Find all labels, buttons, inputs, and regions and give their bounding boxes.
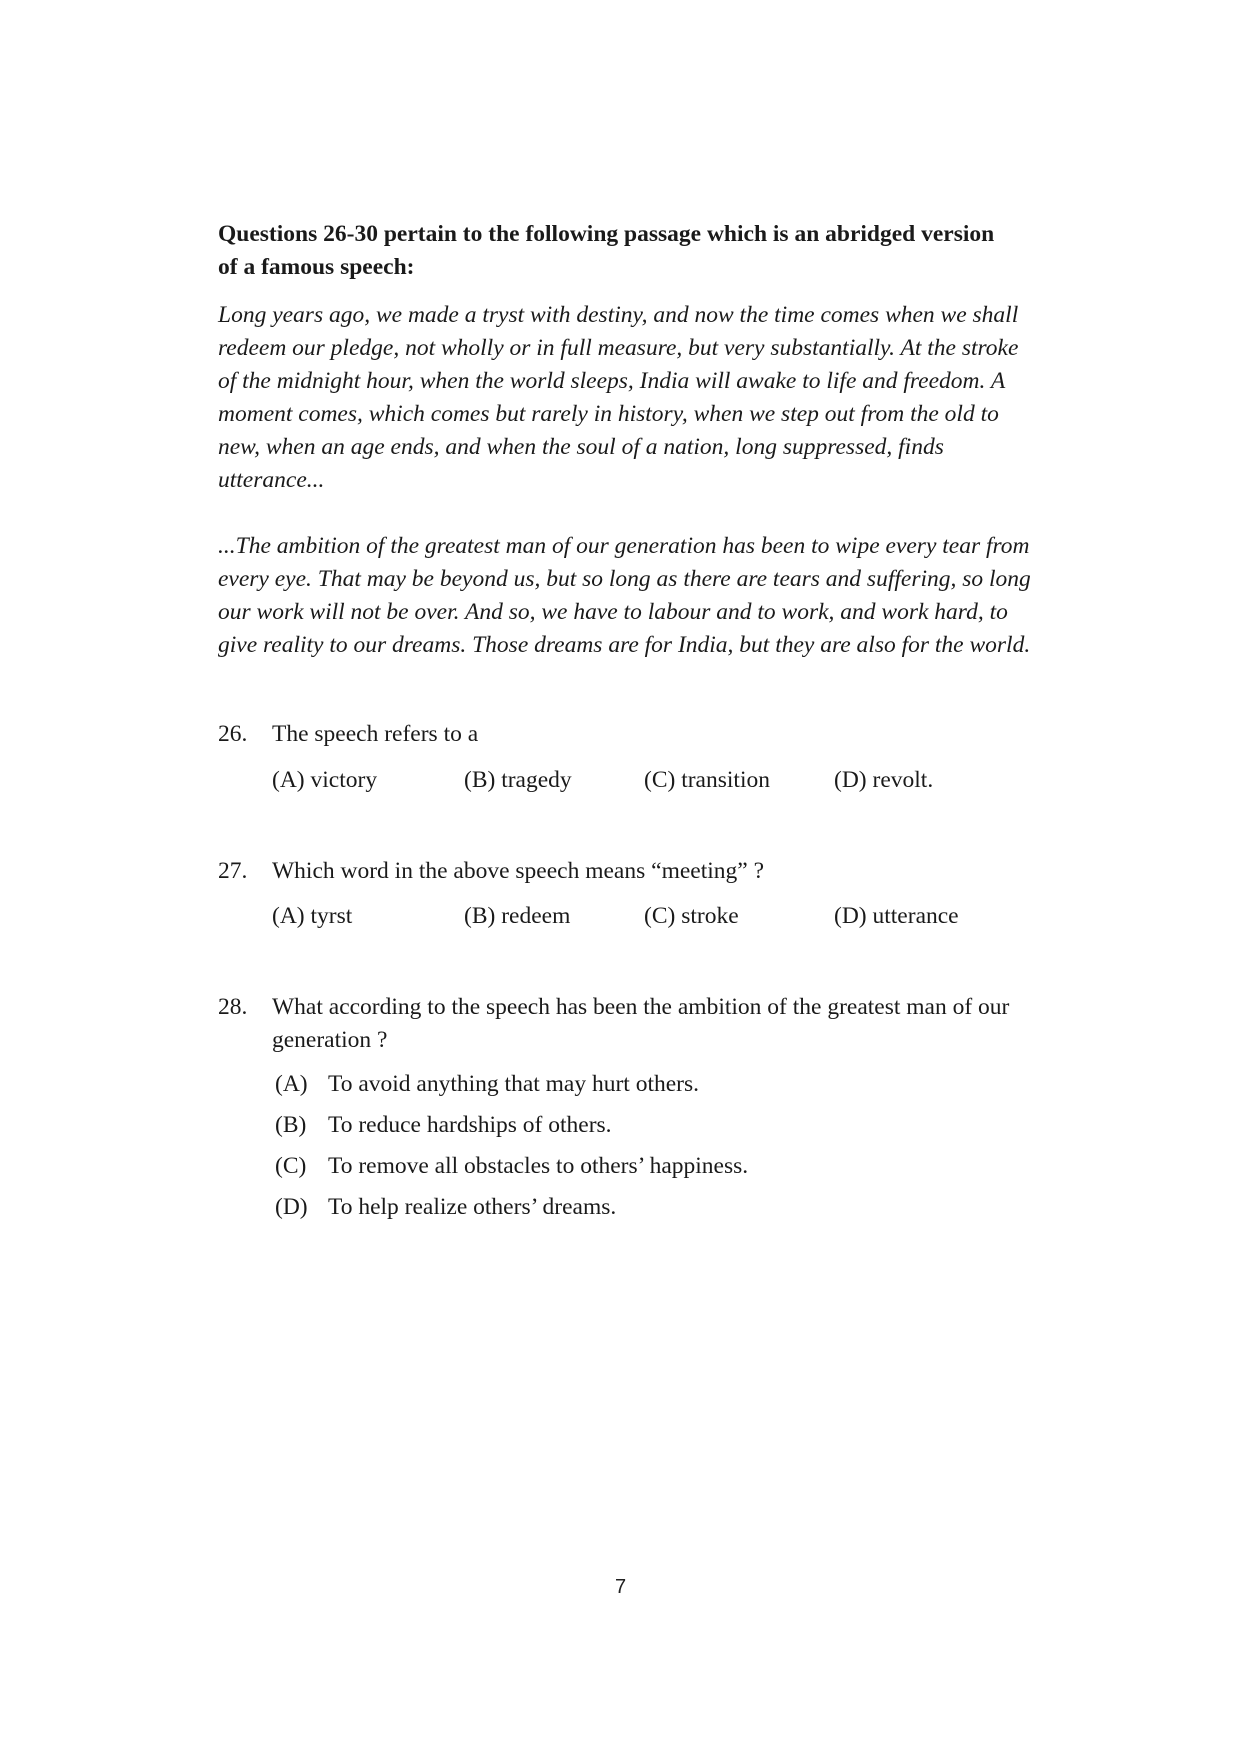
option-label: (B) [464,767,496,793]
option-a-label: (A) [275,1071,308,1097]
option-a-text: To avoid anything that may hurt others. [328,1071,700,1097]
option-text: stroke [681,903,739,929]
option-label: (C) [644,903,676,929]
question-number: 28. [218,994,248,1020]
question-number: 27. [218,858,248,884]
option-a [272,900,352,933]
option-c [644,764,770,797]
option-text: tyrst [310,903,353,929]
option-text: revolt. [872,767,934,793]
option-a [272,764,377,797]
option-label: (A) [272,903,305,929]
option-d [834,900,959,933]
question-number: 26. [218,721,248,747]
option-label: (D) [834,767,867,793]
option-label: (C) [644,767,676,793]
option-b [464,900,570,933]
option-d-text: To help realize others’ dreams. [328,1194,617,1220]
question-text: Which word in the above speech means “meeting” ? [272,858,764,884]
option-text: victory [310,767,378,793]
option-label: (A) [272,767,305,793]
passage-paragraph-1: Long years ago, we made a tryst with destiny, and now the time comes when we shall redeem our pledge, not wholly or in full measure, but very substantially. At the stroke of the midnight hour, when the world sleeps, India will awake to life and freedom. A moment comes, which comes but rarely in history, when we step out from the old to new, when an age ends, and when the soul of a nation, long suppressed, finds utterance... [218,302,1019,493]
section-heading: Questions 26-30 pertain to the following passage which is an abridged version of a famous speech: [218,221,995,280]
option-d [834,764,933,797]
option-c-label: (C) [275,1153,307,1179]
option-text: tragedy [501,767,572,793]
passage-paragraph-2: ...The ambition of the greatest man of our generation has been to wipe every tear from every eye. That may be beyond us, but so long as there are tears and suffering, so long our work will not be over. And so, we have to labour and to work, and work hard, to give reality to our dreams. Those dreams are for India, but they are also for the world. [218,533,1031,658]
option-d-label: (D) [275,1194,308,1220]
option-label: (D) [834,903,867,929]
question-text: The speech refers to a [272,721,479,747]
option-text: redeem [501,903,571,929]
option-c [644,900,739,933]
option-b-text: To reduce hardships of others. [328,1112,612,1138]
option-b-label: (B) [275,1112,307,1138]
page-number: 7 [614,1576,627,1598]
option-c-text: To remove all obstacles to others’ happiness. [328,1153,749,1179]
option-text: transition [681,767,770,793]
option-text: utterance [872,903,959,929]
question-text: What according to the speech has been the ambition of the greatest man of our generation ? [272,994,1010,1053]
option-label: (B) [464,903,496,929]
option-b [464,764,572,797]
